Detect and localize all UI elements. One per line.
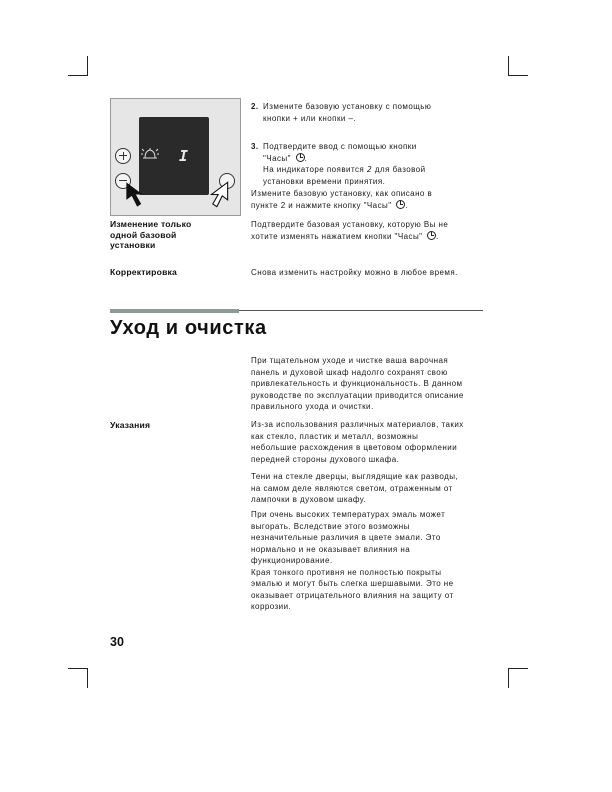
clock-icon: [396, 200, 405, 209]
paragraph-enamel: При очень высоких температурах эмаль может выгорать. Вследствие этого возможны незначительные различия в цвете эмали. Это нормально и не оказывает влияния на функционирование. Края тонкого противня не полностью покрыты эмалью и могут быть слегка шершавыми. Это не оказывает отрицательного влияния на защиту от коррозии.: [251, 510, 454, 611]
plus-button[interactable]: [115, 148, 131, 164]
paragraph-shadows: Тени на стекле дверцы, выглядящие как разводы, на самом деле являются светом, отраженным от лампочки в духовом шкафу.: [251, 472, 459, 504]
step-text: "Часы": [263, 153, 291, 163]
crop-mark-bottom-right-horizontal: [508, 668, 528, 669]
step-text: установки времени принятия.: [263, 176, 386, 186]
step-number: 3.: [251, 142, 259, 151]
intro-paragraph: При тщательном уходе и чистке ваша варочная панель и духовой шкаф надолго сохранят свою привлекательность и функциональность. В данном руководстве по эксплуатации приводится описание правильного ухода и очистки.: [251, 356, 464, 411]
label-correction: Корректировка: [110, 267, 178, 277]
crop-mark-top-left-horizontal: [68, 75, 88, 76]
clock-icon: [427, 231, 436, 240]
crop-mark-bottom-left-vertical: [87, 668, 88, 688]
confirm-line: хотите изменять нажатием кнопки "Часы": [251, 231, 423, 241]
section-bar: [110, 309, 239, 313]
crop-mark-top-right-horizontal: [508, 75, 528, 76]
label-notes: Указания: [110, 420, 151, 430]
step-text: кнопки + или кнопки –.: [263, 113, 357, 123]
step-text: Подтвердите ввод с помощью кнопки: [263, 142, 417, 151]
crop-mark-top-right-vertical: [508, 56, 509, 76]
pointing-finger-icon: [119, 177, 151, 213]
step-2: [251, 101, 491, 124]
change-note: Измените базовую установку, как описано в пункте 2 и нажмите кнопку "Часы" .: [251, 188, 491, 211]
control-panel-illustration: [110, 98, 241, 216]
correction-text: Снова изменить настройку можно в любое время.: [251, 268, 458, 277]
confirm-text: Подтвердите базовая установку, которую Вы не хотите изменять нажатием кнопки "Часы" .: [251, 219, 491, 242]
crop-mark-bottom-right-vertical: [508, 668, 509, 688]
change-note-line: Измените базовую установку, как описано в: [251, 189, 433, 198]
clock-icon: [296, 153, 305, 162]
step-text: для базовой: [374, 165, 426, 174]
paragraph-materials: Из-за использования различных материалов, таких как стекло, пластик и металл, возможны небольшие расхождения в цветовом оформлении передней стороны духового шкафа.: [251, 420, 464, 464]
confirm-line: Подтвердите базовая установку, которую Вы не: [251, 220, 449, 229]
step-3: 3. Подтвердите ввод с помощью кнопки "Часы" . На индикаторе появится 2 для базовой установки времени принятия.: [251, 141, 491, 187]
crop-mark-bottom-left-horizontal: [68, 668, 88, 669]
step-text: На индикаторе появится: [263, 165, 365, 174]
display-digit: I: [179, 147, 189, 165]
section-rule: [239, 310, 483, 311]
crop-mark-top-left-vertical: [87, 56, 88, 76]
page-number: 30: [110, 635, 124, 649]
change-note-line: пункте 2 и нажмите кнопку "Часы": [251, 200, 392, 210]
section-title: Уход и очистка: [110, 317, 267, 339]
bell-icon: [139, 145, 161, 165]
indicator-glyph: 2: [366, 165, 373, 174]
step-text: Измените базовую установку с помощью: [263, 102, 432, 111]
label-change-one-setting: Изменение только одной базовой установки: [110, 219, 192, 250]
step-number: 2.: [251, 102, 259, 111]
pointing-finger-outline-icon: [197, 177, 233, 213]
